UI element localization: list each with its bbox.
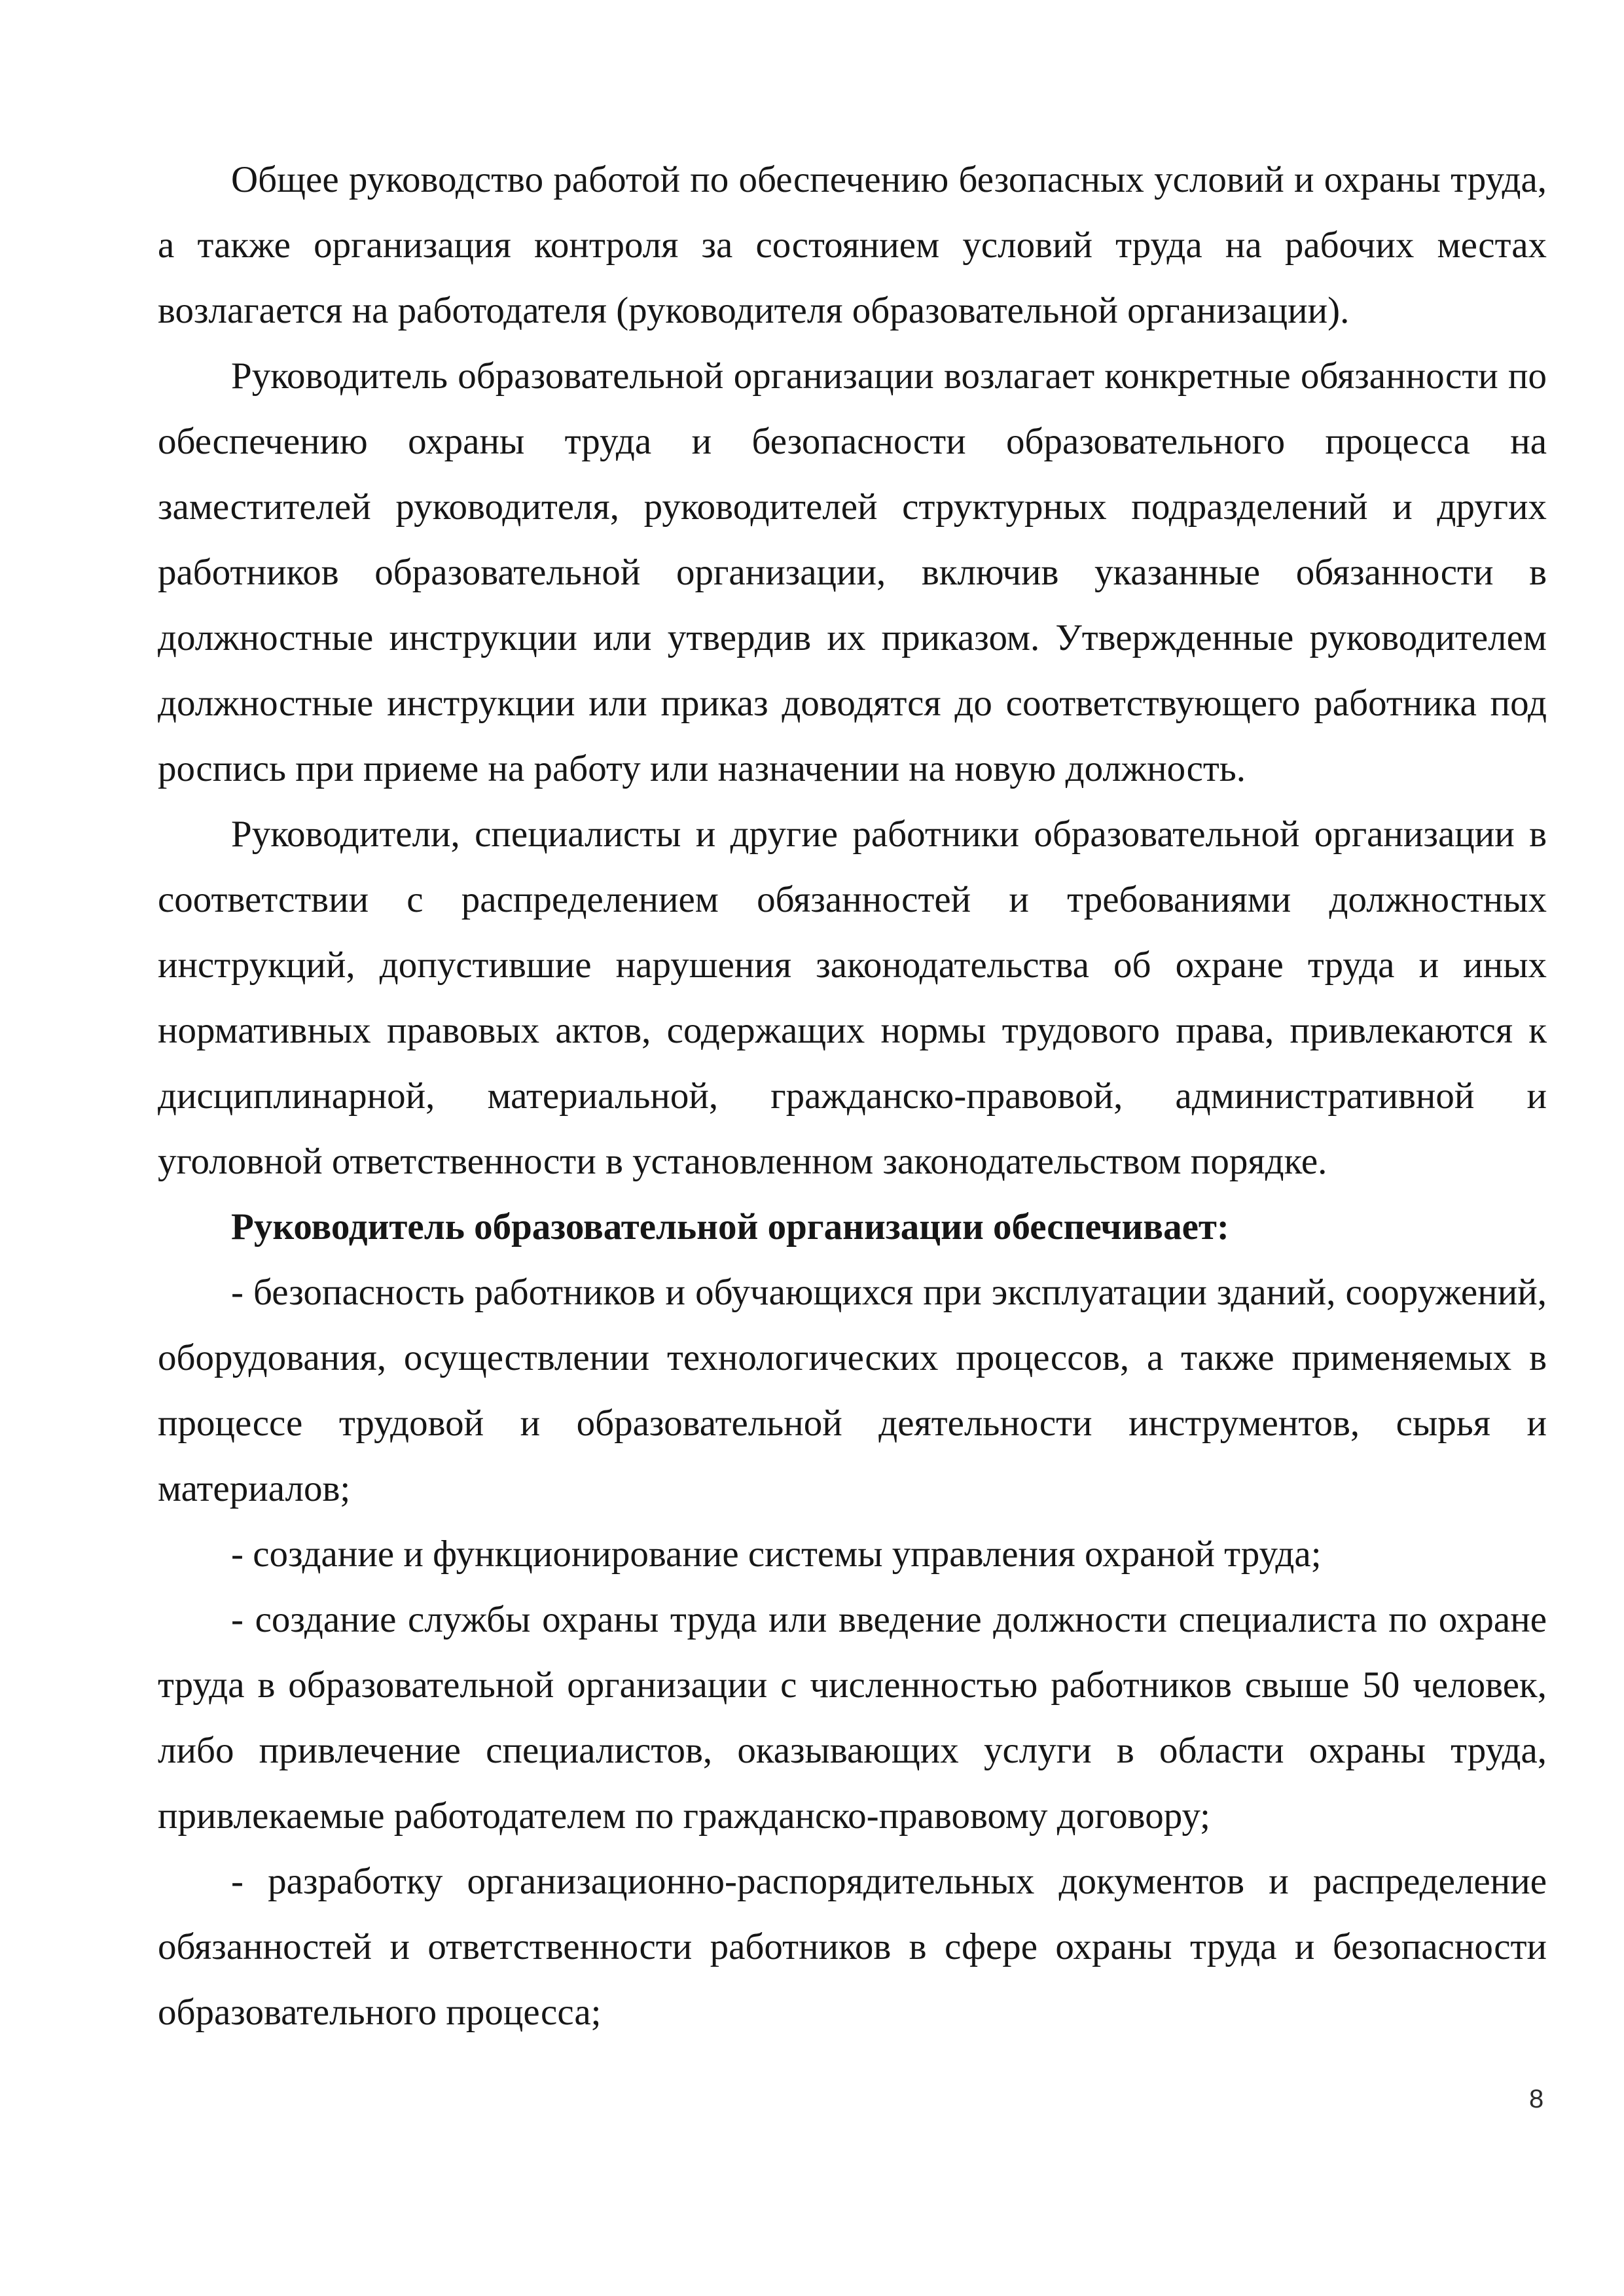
document-body: [158, 147, 1547, 2045]
list-item: - создание и функционирование системы управления охраной труда;: [231, 1534, 1322, 1575]
paragraph: Руководитель образовательной организации возлагает конкретные обязанности по обеспечению охраны труда и безопасности образовательного процесса на заместителей руководителя, руководителей структурных подразделений и других работников образовательной организации, включив указанные обязанности в должностные инструкции или утвердив их приказом. Утвержденные руководителем должностные инструкции или приказ доводятся до соответствующего работника под роспись при приеме на работу или назначении на новую должность.: [158, 355, 1547, 789]
list-item: - разработку организационно-распорядительных документов и распределение обязанностей и ответственности работников в сфере охраны труда и безопасности образовательного процесса;: [158, 1861, 1547, 2033]
section-heading: Руководитель образовательной организации обеспечивает:: [231, 1206, 1229, 1247]
page-number: 8: [1529, 2085, 1544, 2113]
list-item: - безопасность работников и обучающихся при эксплуатации зданий, сооружений, оборудования, осуществлении технологических процессов, а также применяемых в процессе трудовой и образовательной деятельности инструментов, сырья и материалов;: [158, 1272, 1547, 1509]
paragraph: Общее руководство работой по обеспечению безопасных условий и охраны труда, а также организация контроля за состоянием условий труда на рабочих местах возлагается на работодателя (руководителя образовательной организации).: [158, 159, 1547, 331]
paragraph: Руководители, специалисты и другие работники образовательной организации в соответствии с распределением обязанностей и требованиями должностных инструкций, допустившие нарушения законодательства об охране труда и иных нормативных правовых актов, содержащих нормы трудового права, привлекаются к дисциплинарной, материальной, гражданско-правовой, административной и уголовной ответственности в установленном законодательством порядке.: [158, 814, 1547, 1182]
list-item: - создание службы охраны труда или введение должности специалиста по охране труда в образовательной организации с численностью работников свыше 50 человек, либо привлечение специалистов, оказывающих услуги в области охраны труда, привлекаемые работодателем по гражданско-правовому договору;: [158, 1599, 1547, 1837]
